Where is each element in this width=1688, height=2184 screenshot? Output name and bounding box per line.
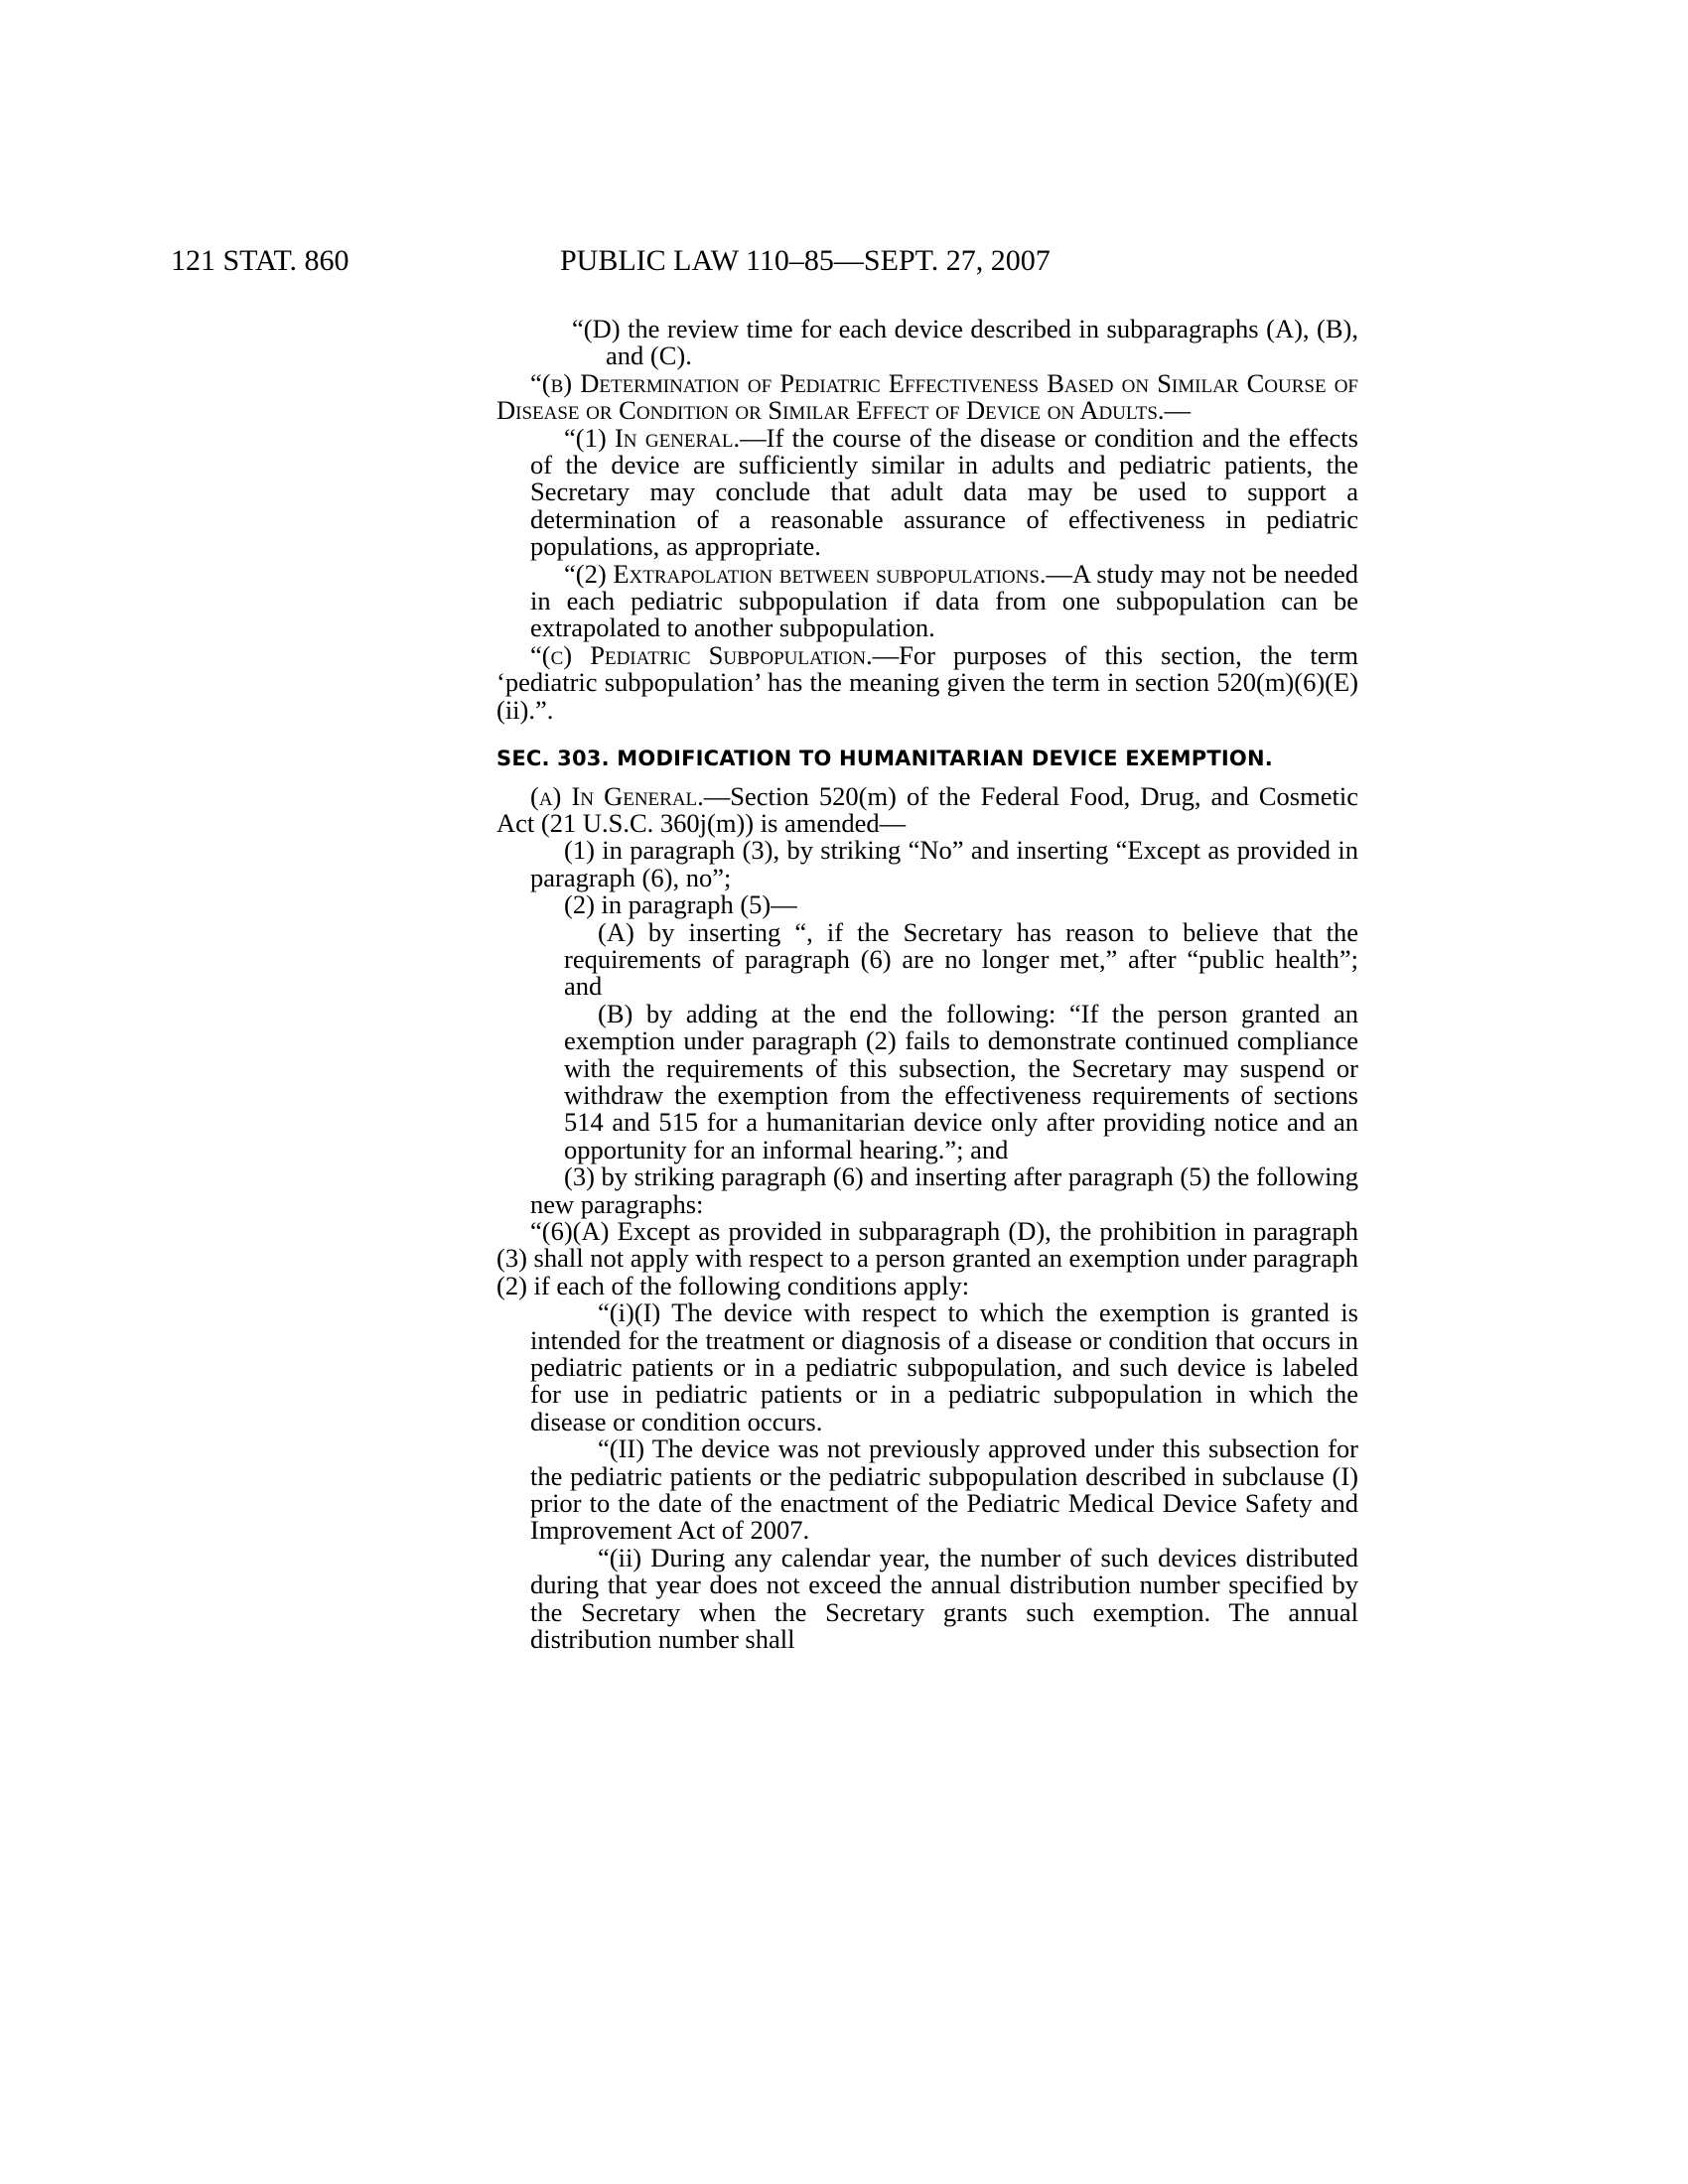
paragraph-b2: “(2) Extrapolation between subpopulations.—A study may not be needed in each pediatric subpopulation if data from one subpopulation can be extrapolated to another subpopulation. (530, 558, 1358, 643)
paragraph-b-heading: “(b) Determination of Pediatric Effectiveness Based on Similar Course of Disease or Condition or Similar Effect of Device on Adults.— (496, 367, 1358, 426)
paragraph-6a-i-I: “(i)(I) The device with respect to which the exemption is granted is intended for the treatment or diagnosis of a disease or condition that occurs in pediatric patients or in a pediatric subpopulation, and such device is labeled for use in pediatric patients or in a pediatric subpopulation in which the disease or condition occurs. (530, 1297, 1358, 1436)
paragraph-d: “(D) the review time for each device described in subparagraphs (A), (B), and (C). (572, 314, 1358, 371)
paragraph-a1: (1) in paragraph (3), by striking “No” and inserting “Except as provided in paragraph (6), no”; (530, 835, 1358, 892)
section-heading: SEC. 303. MODIFICATION TO HUMANITARIAN DEVICE EXEMPTION. (496, 747, 1273, 771)
paragraph-6a-ii: “(ii) During any calendar year, the number of such devices distributed during that year does not exceed the annual distribution number specified by the Secretary when the Secretary grants such exemption. The annual distribution number shall (530, 1542, 1358, 1655)
paragraph-6a-i-II: “(II) The device was not previously approved under this subsection for the pediatric patients or the pediatric subpopulation described in subclause (I) prior to the date of the enactment of the Pediatric Medical Device Safety and Improvement Act of 2007. (530, 1433, 1358, 1546)
paragraph-a: (a) In General.—Section 520(m) of the Federal Food, Drug, and Cosmetic Act (21 U.S.C. 360j(m)) is amended— (496, 780, 1358, 838)
paragraph-a3: (3) by striking paragraph (6) and inserting after paragraph (5) the following new paragraphs: (530, 1161, 1358, 1219)
document-body (496, 316, 1358, 1654)
page-header (0, 244, 1688, 284)
stat-page-number: 121 STAT. 860 (171, 244, 350, 277)
paragraph-b1: “(1) In general.—If the course of the disease or condition and the effects of the device are sufficiently similar in adults and pediatric patients, the Secretary may conclude that adult data may be used to support a determination of a reasonable assurance of effectiveness in pediatric populations, as appropriate. (530, 422, 1358, 562)
paragraph-a2: (2) in paragraph (5)— (564, 889, 797, 920)
paragraph-a2a: (A) by inserting “, if the Secretary has reason to believe that the requirements of paragraph (6) are no longer met,” after “public health”; and (564, 916, 1358, 1002)
paragraph-a2b: (B) by adding at the end the following: “If the person granted an exemption under paragraph (2) fails to demonstrate continued compliance with the requirements of this subsection, the Secretary may suspend or withdraw the exemption from the effectiveness requirements of sections 514 and 515 for a humanitarian device only after providing notice and an opportunity for an informal hearing.”; and (564, 998, 1358, 1164)
paragraph-c: “(c) Pediatric Subpopulation.—For purposes of this section, the term ‘pediatric subpopulation’ has the meaning given the term in section 520(m)(6)(E)(ii).”. (496, 639, 1358, 725)
paragraph-6a: “(6)(A) Except as provided in subparagraph (D), the prohibition in paragraph (3) shall not apply with respect to a person granted an exemption under paragraph (2) if each of the following conditions apply: (496, 1216, 1358, 1300)
law-title: PUBLIC LAW 110–85—SEPT. 27, 2007 (560, 244, 1051, 277)
